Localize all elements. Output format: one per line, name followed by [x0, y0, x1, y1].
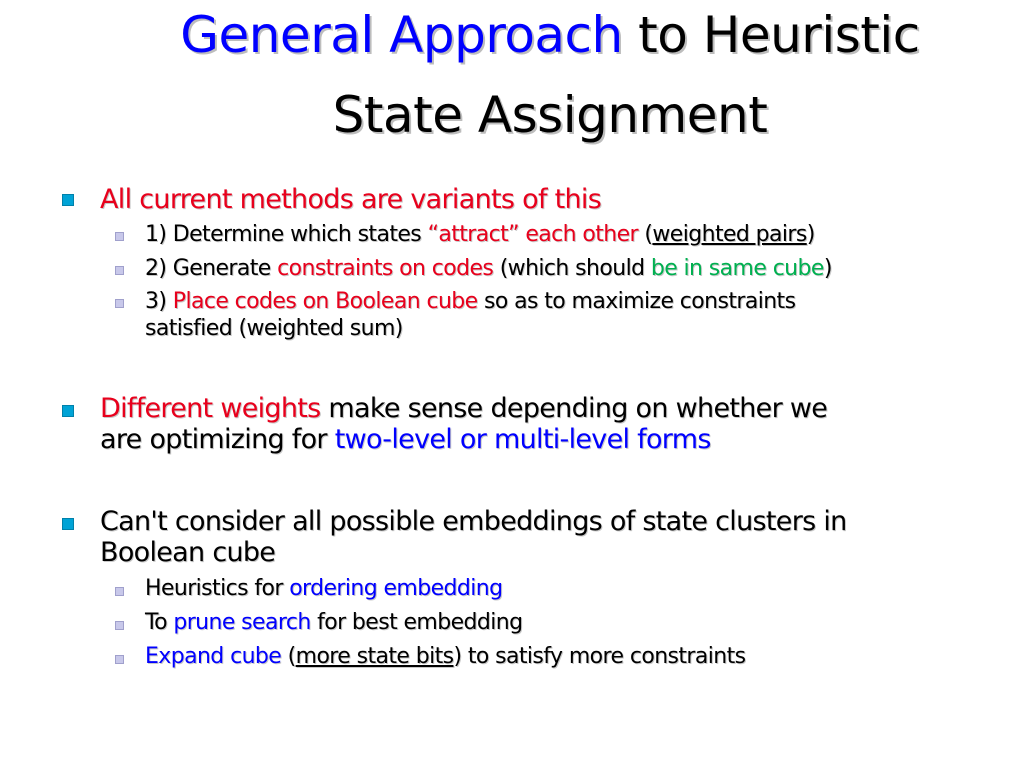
underlined-state-bits: more state bits [295, 644, 454, 669]
bullet-text-methods: All current methods are variants of this [100, 184, 602, 215]
bullet-text-weights: Different weights make sense depending on whether we [100, 393, 828, 424]
bullet-square-icon [62, 194, 74, 206]
slide-title-line-1 [80, 2, 1020, 68]
sub-bullet-square-icon [115, 655, 124, 664]
sub-bullet-text-place-cont: satisfied (weighted sum) [145, 316, 403, 341]
bullet-square-icon [62, 405, 74, 417]
highlight-expand: Expand cube [145, 644, 282, 669]
underlined-weighted-pairs: weighted pairs [652, 222, 807, 247]
title-highlight: General Approach [180, 6, 623, 64]
highlight-prune: prune search [173, 610, 311, 635]
sub-bullet-square-icon [115, 621, 124, 630]
sub-bullet-text-expand: Expand cube (more state bits) to satisfy more constraints [145, 644, 746, 669]
bullet-text-embeddings: Can't consider all possible embeddings of state clusters in [100, 506, 847, 537]
sub-bullet-square-icon [115, 232, 124, 241]
sub-bullet-text-determine: 1) Determine which states “attract” each other (weighted pairs) [145, 222, 815, 247]
highlight-different-weights: Different weights [100, 393, 321, 424]
bullet-square-icon [62, 518, 74, 530]
title-rest: to Heuristic [622, 6, 920, 64]
sub-bullet-text-prune: To prune search for best embedding [145, 610, 523, 635]
highlight-ordering: ordering embedding [289, 576, 503, 601]
slide-title-line-2: State Assignment [332, 86, 768, 144]
sub-bullet-square-icon [115, 299, 124, 308]
bullet-text-weights-cont: are optimizing for two-level or multi-level forms [100, 424, 711, 455]
sub-bullet-text-heuristics: Heuristics for ordering embedding [145, 576, 503, 601]
sub-bullet-text-place: 3) Place codes on Boolean cube so as to maximize constraints [145, 289, 796, 314]
sub-bullet-square-icon [115, 266, 124, 275]
highlight-attract: “attract” each other [427, 222, 638, 247]
highlight-constraints: constraints on codes [277, 256, 494, 281]
sub-bullet-text-generate: 2) Generate constraints on codes (which should be in same cube) [145, 256, 832, 281]
highlight-same-cube: be in same cube [650, 256, 824, 281]
bullet-text-embeddings-cont: Boolean cube [100, 537, 276, 568]
highlight-forms: two-level or multi-level forms [334, 424, 711, 455]
highlight-place-codes: Place codes on Boolean cube [172, 289, 478, 314]
sub-bullet-square-icon [115, 587, 124, 596]
